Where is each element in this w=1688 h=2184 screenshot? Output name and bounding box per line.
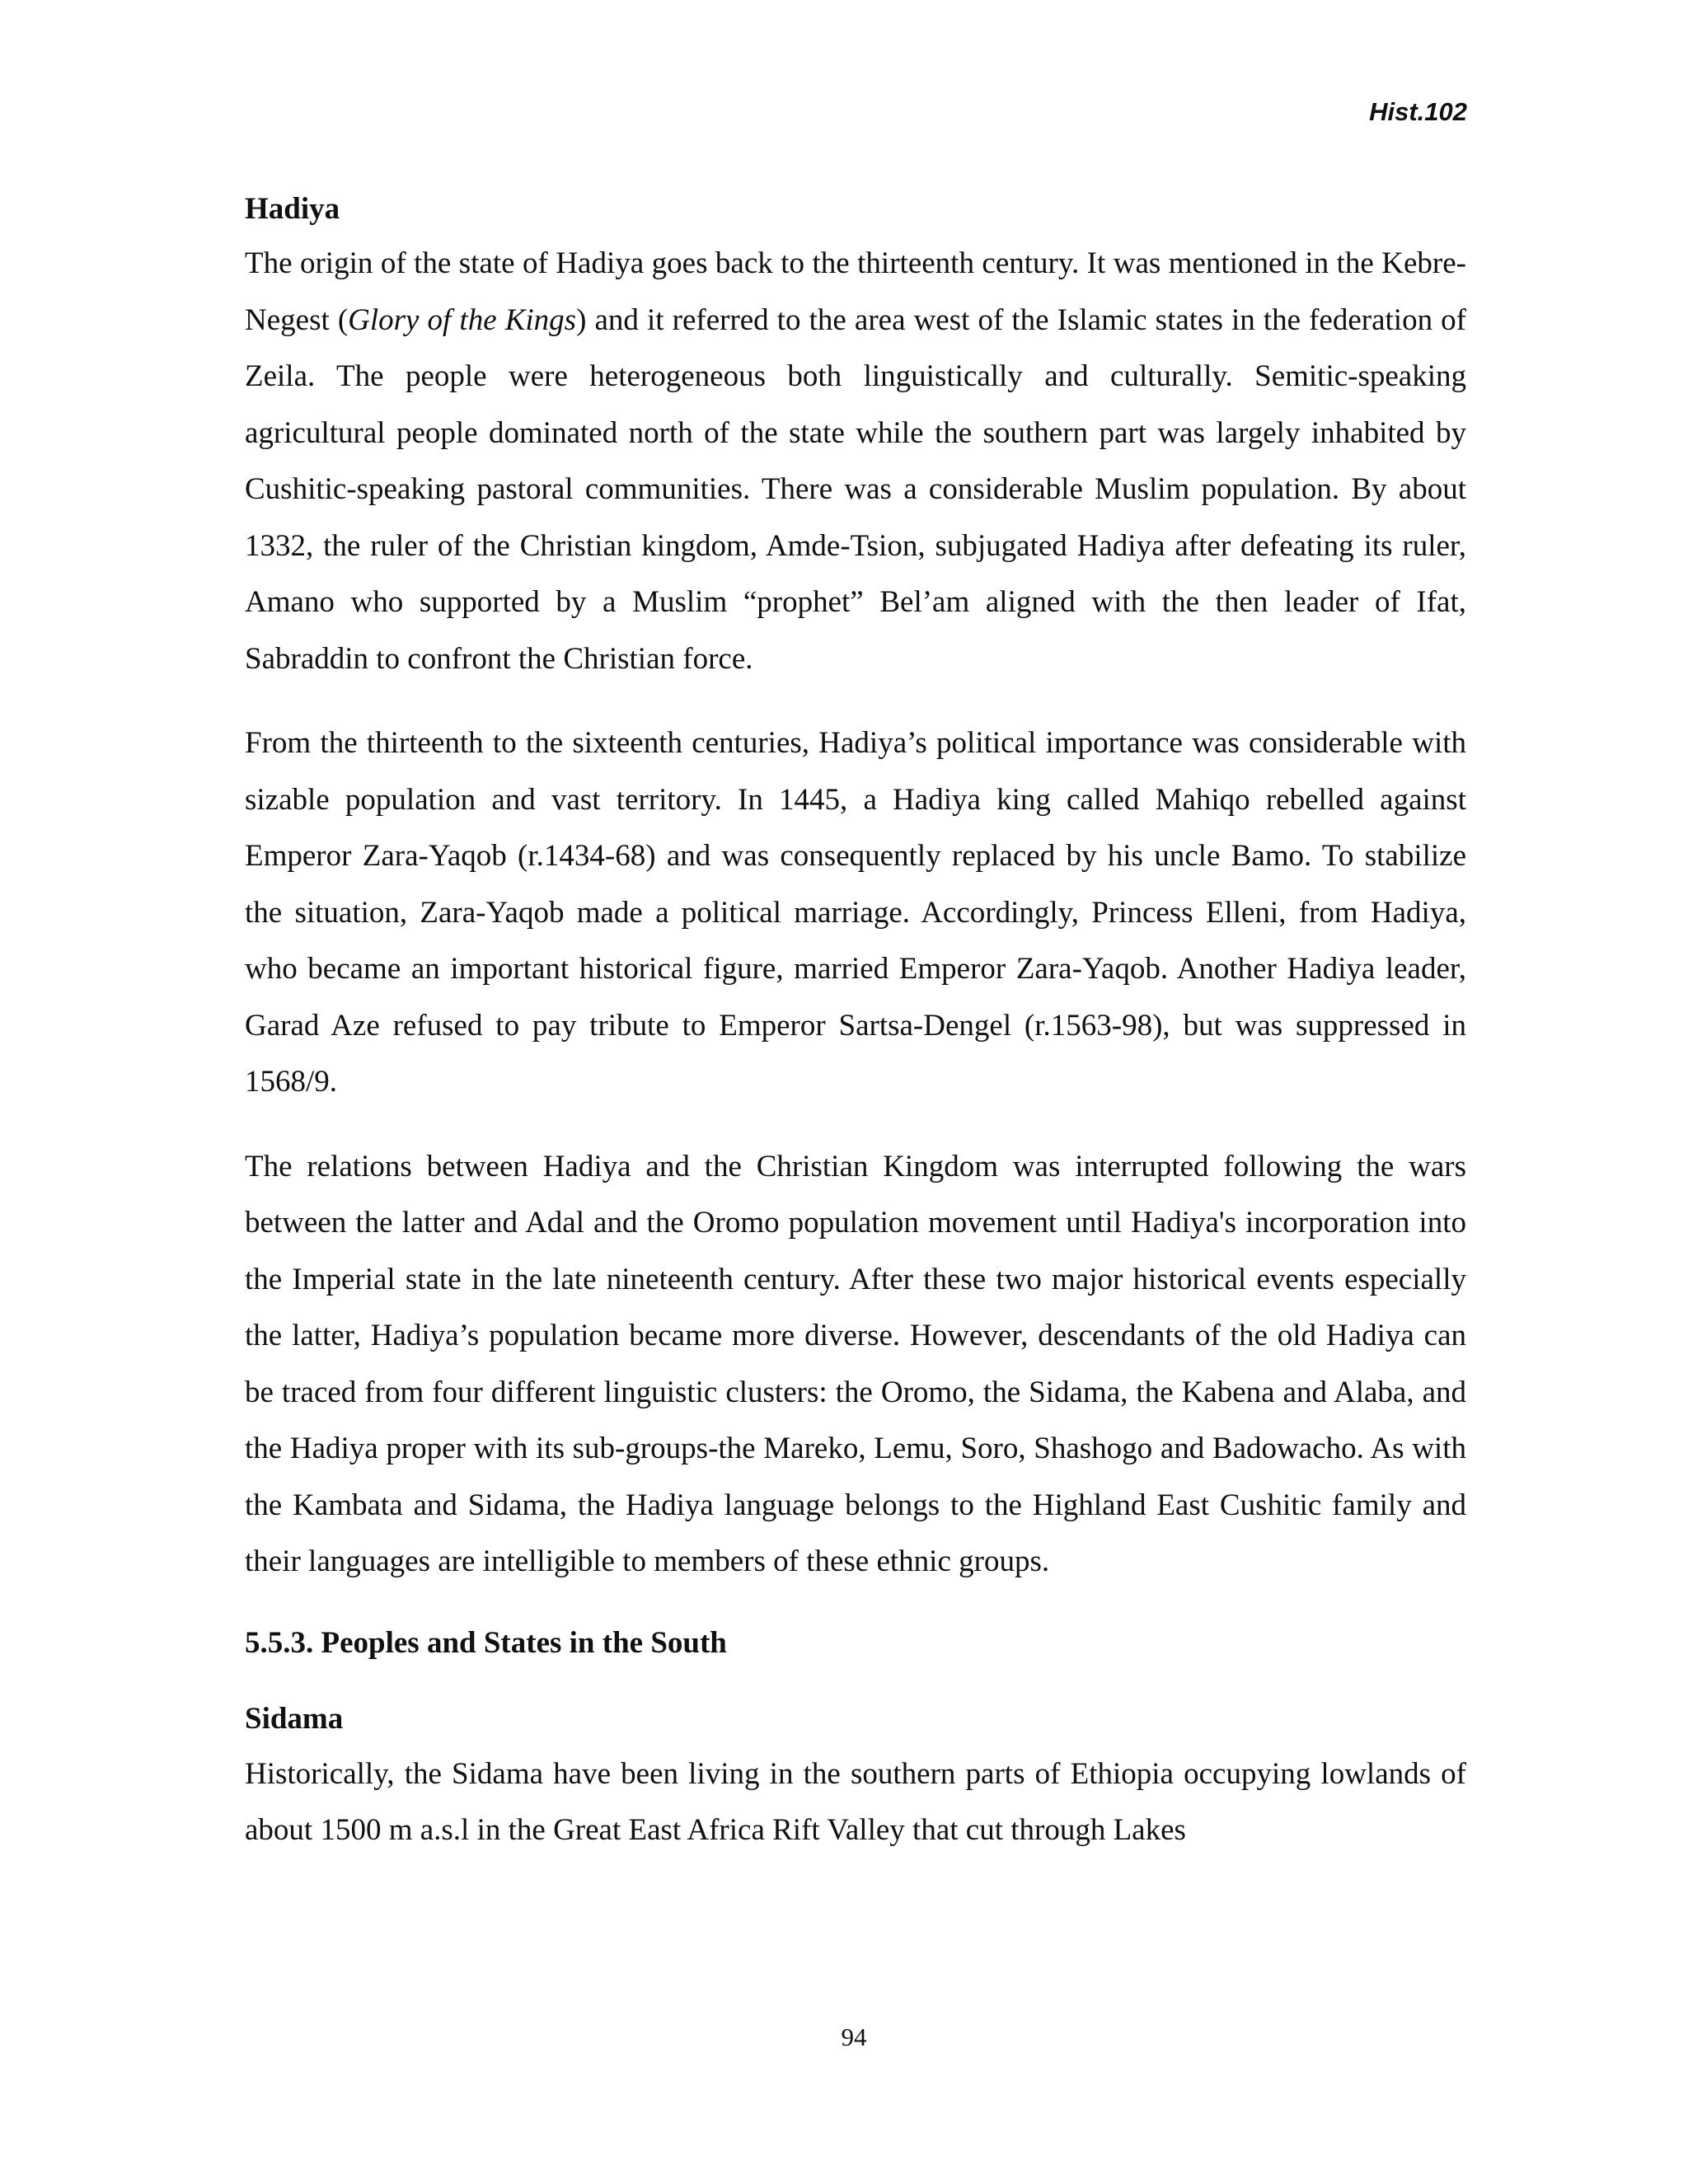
book-title-glory-of-the-kings: Glory of the Kings	[348, 302, 577, 337]
paragraph-hadiya-relations: The relations between Hadiya and the Christian Kingdom was interrupted following the wars between the latter and Adal and the Oromo population movement until Hadiya's incorporation into the Imperial state in the late nineteenth century. After these two major historical events especially the latter, Hadiya’s population became more diverse. However, descendants of the old Hadiya can be traced from four different linguistic clusters: the Oromo, the Sidama, the Kabena and Alaba, and the Hadiya proper with its sub-groups-the Mareko, Lemu, Soro, Shashogo and Badowacho. As with the Kambata and Sidama, the Hadiya language belongs to the Highland East Cushitic family and their languages are intelligible to members of these ethnic groups.	[245, 1149, 1466, 1579]
section-heading-peoples-south: 5.5.3. Peoples and States in the South	[245, 1625, 727, 1660]
paragraph-hadiya-origin	[245, 236, 1466, 687]
paragraph-hadiya-origin-text-a: The origin of the state of Hadiya goes back to the thirteenth century. It was mentioned in the Kebre-Negest (	[245, 246, 1466, 337]
page-number: 94	[841, 2022, 867, 2051]
paragraph-hadiya-politics: From the thirteenth to the sixteenth centuries, Hadiya’s political importance was considerable with sizable population and vast territory. In 1445, a Hadiya king called Mahiqo rebelled against Emperor Zara-Yaqob (r.1434-68) and was consequently replaced by his uncle Bamo. To stabilize the situation, Zara-Yaqob made a political marriage. Accordingly, Princess Elleni, from Hadiya, who became an important historical figure, married Emperor Zara-Yaqob. Another Hadiya leader, Garad Aze refused to pay tribute to Emperor Sartsa-Dengel (r.1563-98), but was suppressed in 1568/9.	[245, 726, 1466, 1099]
paragraph-sidama-intro: Historically, the Sidama have been living in the southern parts of Ethiopia occupying lowlands of about 1500 m a.s.l in the Great East Africa Rift Valley that cut through Lakes	[245, 1756, 1466, 1848]
page-body	[245, 191, 1466, 1859]
section-title-hadiya: Hadiya	[245, 192, 340, 226]
paragraph-hadiya-origin-text-b: ) and it referred to the area west of the Islamic states in the federation of Zeila. The people were heterogeneous both linguistically and culturally. Semitic-speaking agricultural people dominated north of the state while the southern part was largely inhabited by Cushitic-speaking pastoral communities. There was a considerable Muslim population. By about 1332, the ruler of the Christian kingdom, Amde-Tsion, subjugated Hadiya after defeating its ruler, Amano who supported by a Muslim “prophet” Bel’am aligned with the then leader of Ifat, Sabraddin to confront the Christian force.	[245, 302, 1466, 676]
section-title-sidama: Sidama	[245, 1702, 344, 1736]
running-header-course-code: Hist.102	[1369, 97, 1467, 126]
